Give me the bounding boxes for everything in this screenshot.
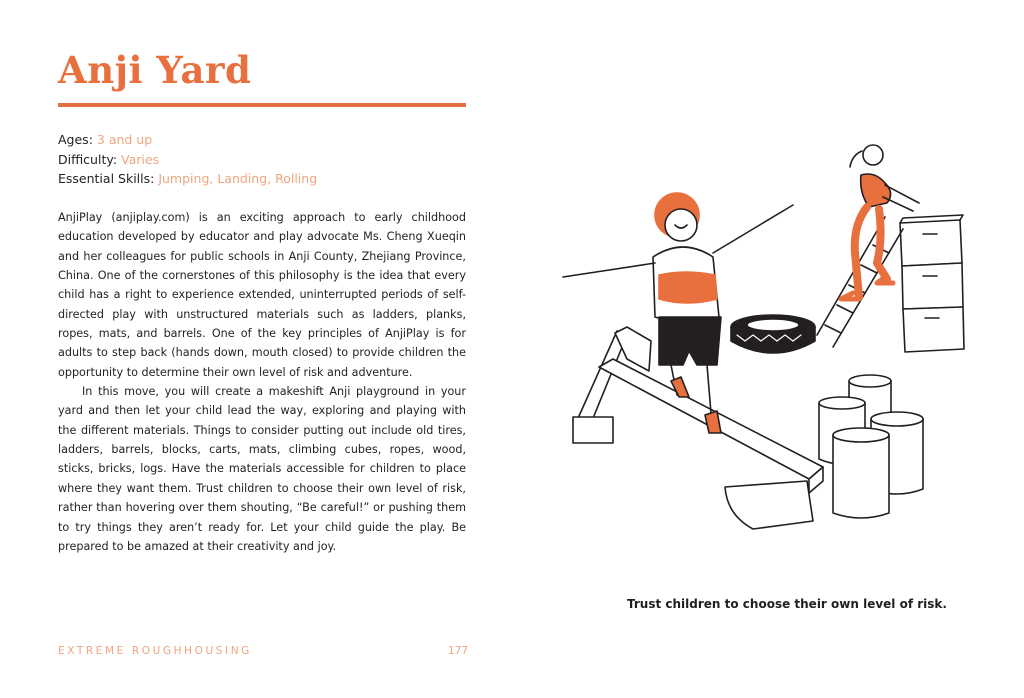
tire xyxy=(731,315,815,353)
difficulty-value: Varies xyxy=(121,151,160,167)
ages-row xyxy=(58,130,468,150)
page-title: Anji Yard xyxy=(58,48,252,92)
ages-label: Ages: xyxy=(58,132,93,147)
body-paragraph-1: AnjiPlay (anjiplay.com) is an exciting approach to early childhood education developed by educator and play advocate Ms. Cheng Xueqin and her colleagues for public schools in Anji County, Zhejiang Province, China. One of the cornerstones of this philosophy is the idea that every child has a right to experience extended, uninterrupted periods of self-directed play with unstructured materials such as ladders, planks, ropes, mats, and barrels. One of the key principles of AnjiPlay is for adults to step back (hands down, mouth closed) to provide children the opportunity to determine their own level of risk and adventure. xyxy=(58,211,466,379)
skills-label: Essential Skills: xyxy=(58,171,155,186)
skills-value: Jumping, Landing, Rolling xyxy=(158,171,318,186)
body-text xyxy=(58,208,466,556)
barrels xyxy=(819,375,923,518)
climbing-cubes xyxy=(900,215,964,352)
difficulty-row xyxy=(58,150,468,170)
footer-book-title: EXTREME ROUGHHOUSING xyxy=(58,645,252,657)
skills-row xyxy=(58,169,468,189)
playground-illustration xyxy=(555,135,975,540)
ages-value: 3 and up xyxy=(96,132,153,147)
balance-plank xyxy=(599,359,823,529)
body-paragraph-2: In this move, you will create a makeshift Anji playground in your yard and then let your child lead the way, exploring and playing with the different materials. Things to consider putting out include old tires, ladders, barrels, blocks, carts, mats, climbing cubes, ropes, wood, sticks, bricks, logs. Have the materials accessible for children to place where they want them. Trust children to choose their own level of risk, rather than hovering over them shouting, “Be careful!” or pushing them to try things they aren’t ready for. Let your child guide the play. Be prepared to be amazed at their creativity and joy. xyxy=(58,385,466,553)
difficulty-label: Difficulty: xyxy=(58,151,118,167)
activity-meta xyxy=(58,130,468,189)
page-number: 177 xyxy=(448,645,469,657)
illustration-caption: Trust children to choose their own level of risk. xyxy=(627,597,947,611)
title-rule xyxy=(58,103,466,107)
